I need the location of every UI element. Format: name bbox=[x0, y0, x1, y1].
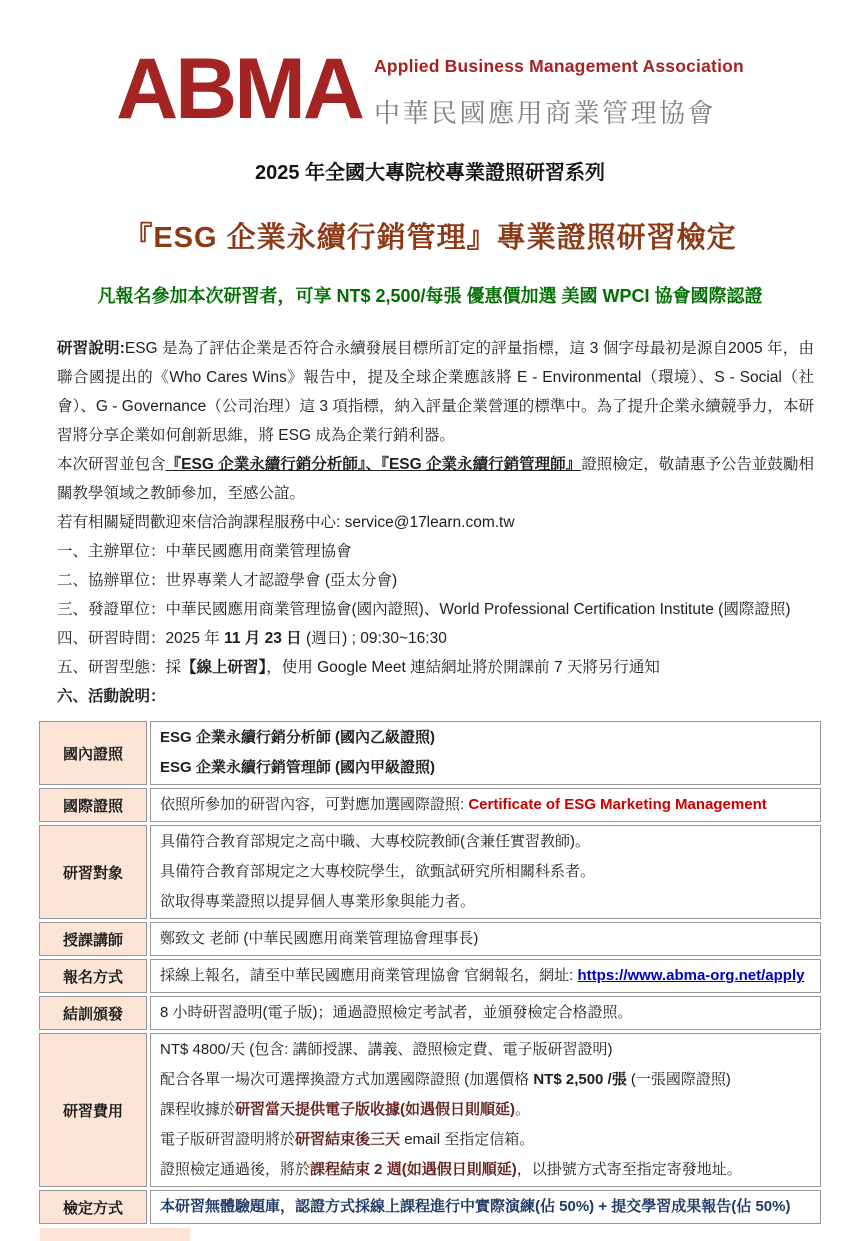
abma-logo-text: ABMA bbox=[116, 41, 363, 137]
series-title: 2025 年全國大專院校專業證照研習系列 bbox=[254, 162, 606, 184]
fee-line bbox=[160, 1125, 811, 1155]
fee-cert-highlight: 研習結束後三天 bbox=[295, 1131, 401, 1148]
table-row-audience bbox=[39, 825, 821, 919]
row-value: 本研習無體驗題庫，認證方式採線上課程進行中實際演練(佔 50%) + 提交學習成果報告(佔 50%) bbox=[150, 1190, 821, 1224]
item-text: 發證單位：中華民國應用商業管理協會(國內證照)、World Professional Certification Institute (國際證照) bbox=[88, 601, 791, 618]
row-value bbox=[150, 788, 821, 822]
list-item-issuer bbox=[57, 595, 814, 624]
p2-post: 證照檢定，敬請惠予公告並鼓勵相關教學領域之教師參加，至感公誼。 bbox=[57, 456, 814, 502]
list-item-details bbox=[57, 682, 814, 711]
page-title: 『ESG 企業永續行銷管理』專業證照研習檢定 bbox=[123, 222, 737, 254]
fee-text: 課程收據於 bbox=[160, 1101, 236, 1118]
item-text: 研習型態：採 bbox=[88, 659, 182, 676]
list-item-format bbox=[57, 653, 814, 682]
fee-mail-highlight: 課程結束 2 週(如遇假日則順延) bbox=[310, 1161, 517, 1178]
row-label: 研習對象 bbox=[39, 825, 147, 919]
row-label: 授課講師 bbox=[39, 922, 147, 956]
certification-names: 『ESG 企業永續行銷分析師』、『ESG 企業永續行銷管理師』 bbox=[165, 456, 582, 473]
audience-line: 欲取得專業證照以提昇個人專業形象與能力者。 bbox=[160, 893, 476, 910]
table-row-domestic-cert bbox=[39, 721, 821, 785]
item-text: (週日) ; 09:30~16:30 bbox=[301, 630, 447, 647]
p2-pre: 本次研習並包含 bbox=[57, 456, 166, 473]
fee-line bbox=[160, 1065, 811, 1095]
intro-paragraph-1 bbox=[57, 334, 814, 450]
fee-text: 證照檢定通過後，將於 bbox=[160, 1161, 311, 1178]
table-row-international-cert bbox=[39, 788, 821, 822]
item-num: 三、 bbox=[57, 601, 89, 618]
item-text: 主辦單位：中華民國應用商業管理協會 bbox=[88, 543, 352, 560]
item-num: 五、 bbox=[57, 659, 89, 676]
format-highlight: 【線上研習】 bbox=[181, 659, 267, 676]
international-pre: 依照所參加的研習內容，可對應加選國際證照: bbox=[160, 796, 469, 813]
table-footer-stub bbox=[40, 1228, 190, 1241]
audience-line: 具備符合教育部規定之大專校院學生，欲甄試研究所相關科系者。 bbox=[160, 863, 596, 880]
registration-pre: 採線上報名，請至中華民國應用商業管理協會 官網報名，網址: bbox=[160, 967, 578, 984]
fee-line bbox=[160, 1155, 811, 1185]
item-text: 研習時間：2025 年 bbox=[88, 630, 225, 647]
list-item-schedule bbox=[57, 624, 814, 653]
row-value bbox=[150, 825, 821, 919]
intro-paragraph-2 bbox=[57, 450, 814, 508]
row-label: 結訓頒發 bbox=[39, 996, 147, 1030]
row-label: 國內證照 bbox=[39, 721, 147, 785]
intro-text: ESG 是為了評估企業是否符合永續發展目標所訂定的評量指標，這 3 個字母最初是源自2005 年，由聯合國提出的《Who Cares Wins》報告中，提及全球企業應該將 E - Environmental（環境）、S - Social（社會）、G - Governance（公司治理）這 3 項指標，納入評量企業營運的標準中。為了提升企業永續競爭力，本研習將分享企業如何創新思維，將 ESG 成為企業行銷利器。 bbox=[57, 340, 814, 444]
item-num: 一、 bbox=[57, 543, 89, 560]
logo bbox=[0, 41, 860, 137]
item-num: 四、 bbox=[57, 630, 89, 647]
registration-url-link[interactable]: https://www.abma-org.net/apply bbox=[577, 967, 805, 984]
item-text: 活動說明： bbox=[88, 688, 166, 705]
document-body bbox=[57, 334, 814, 711]
item-text: ，使用 Google Meet 連結網址將於開課前 7 天將另行通知 bbox=[266, 659, 660, 676]
domestic-cert-line: ESG 企業永續行銷分析師 (國內乙級證照) bbox=[160, 729, 436, 746]
list-item-organizer bbox=[57, 537, 814, 566]
row-label: 檢定方式 bbox=[39, 1190, 147, 1224]
schedule-date: 11 月 23 日 bbox=[224, 630, 302, 647]
fee-text: ，以掛號方式寄至指定寄發地址。 bbox=[516, 1161, 742, 1178]
table-row-registration bbox=[39, 959, 821, 993]
fee-text: 。 bbox=[515, 1101, 531, 1118]
fee-line: NT$ 4800/天 (包含: 講師授課、講義、證照檢定費、電子版研習證明) bbox=[160, 1041, 613, 1058]
fee-text: 電子版研習證明將於 bbox=[160, 1131, 296, 1148]
row-value: 8 小時研習證明(電子版)；通過證照檢定考試者，並頒發檢定合格證照。 bbox=[150, 996, 821, 1030]
row-value bbox=[150, 959, 821, 993]
activity-details-table bbox=[36, 718, 824, 1227]
org-list bbox=[57, 537, 814, 711]
audience-line: 具備符合教育部規定之高中職、大專校院教師(含兼任實習教師)。 bbox=[160, 833, 590, 850]
item-num: 二、 bbox=[57, 572, 89, 589]
logo-names bbox=[374, 50, 744, 130]
association-name-zh: 中華民國應用商業管理協會 bbox=[374, 98, 717, 128]
row-value bbox=[150, 1033, 821, 1187]
fee-text: email 至指定信箱。 bbox=[400, 1131, 535, 1148]
table-row-fee bbox=[39, 1033, 821, 1187]
row-label: 報名方式 bbox=[39, 959, 147, 993]
fee-text: (一張國際證照) bbox=[626, 1071, 731, 1088]
intro-label: 研習說明: bbox=[57, 340, 125, 357]
item-text: 協辦單位：世界專業人才認證學會 (亞太分會) bbox=[88, 572, 398, 589]
row-label: 研習費用 bbox=[39, 1033, 147, 1187]
table-row-completion bbox=[39, 996, 821, 1030]
list-item-co-organizer bbox=[57, 566, 814, 595]
fee-receipt-highlight: 研習當天提供電子版收據(如遇假日則順延) bbox=[235, 1101, 516, 1118]
row-value: 鄭致文 老師 (中華民國應用商業管理協會理事長) bbox=[150, 922, 821, 956]
association-name-en: Applied Business Management Association bbox=[374, 56, 744, 76]
international-cert-name: Certificate of ESG Marketing Management bbox=[468, 796, 767, 813]
fee-price-highlight: NT$ 2,500 /張 bbox=[533, 1071, 627, 1088]
table-row-instructor bbox=[39, 922, 821, 956]
table-row-exam bbox=[39, 1190, 821, 1224]
row-label: 國際證照 bbox=[39, 788, 147, 822]
fee-text: 配合各單一場次可選擇換證方式加選國際證照 (加選價格 bbox=[160, 1071, 534, 1088]
item-num: 六、 bbox=[57, 688, 89, 705]
promo-line: 凡報名參加本次研習者，可享 NT$ 2,500/每張 優惠價加選 美國 WPCI 協會國際認證 bbox=[97, 286, 763, 306]
fee-line bbox=[160, 1095, 811, 1125]
row-value bbox=[150, 721, 821, 785]
domestic-cert-line: ESG 企業永續行銷管理師 (國內甲級證照) bbox=[160, 759, 436, 776]
contact-line: 若有相關疑問歡迎來信洽詢課程服務中心: service@17learn.com.tw bbox=[57, 514, 515, 531]
